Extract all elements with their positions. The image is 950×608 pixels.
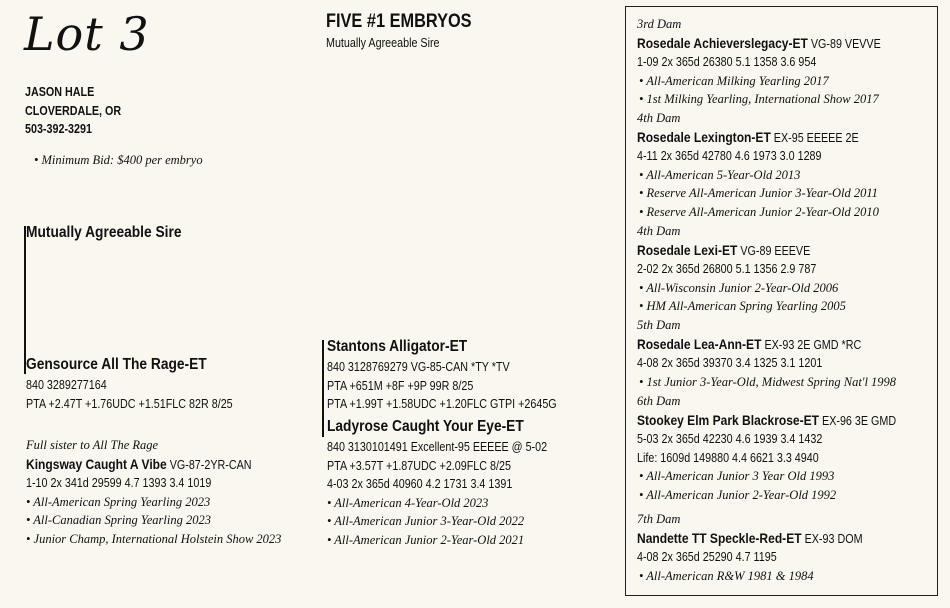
dam-award: • All-American R&W 1981 & 1984 (639, 567, 899, 586)
dam-award: • 1st Milking Yearling, International Show 2017 (639, 90, 920, 109)
dam-award: • All-Wisconsin Junior 2-Year-Old 2006 (639, 279, 846, 298)
dam-entry (637, 15, 920, 109)
dam-class: VG-89 EEEVE (740, 243, 811, 258)
ladyrose-award: • All-American Junior 2-Year-Old 2021 (327, 531, 583, 550)
sire-label: Mutually Agreeable Sire (26, 224, 182, 241)
dam-name: Rosedale Lea-Ann-ET (637, 335, 762, 352)
dam-name: Nandette TT Speckle-Red-ET (637, 529, 802, 546)
dam-label: 5th Dam (637, 318, 681, 332)
dam-label: 7th Dam (637, 512, 681, 526)
dam-entry (637, 109, 895, 221)
dam-entry (637, 392, 938, 504)
ladyrose-block (327, 418, 583, 549)
dam-class: EX-95 EEEEE 2E (773, 130, 859, 145)
dam-header (637, 335, 861, 355)
pedigree-bracket-dam (322, 340, 324, 437)
stantons-pta: PTA +651M +8F +9P 99R 8/25 (327, 378, 474, 393)
dam-entry (637, 316, 898, 391)
dam-class: VG-89 VEVVE (810, 36, 881, 51)
stantons-pta: PTA +1.99T +1.58UDC +1.20FLC GTPI +2645G (327, 397, 557, 411)
ladyrose-name: Ladyrose Caught Your Eye-ET (327, 418, 524, 435)
consignor-phone: 503-392-3291 (25, 122, 92, 136)
ladyrose-pta: PTA +3.57T +1.87UDC +2.09FLC 8/25 (327, 458, 511, 473)
consignor-block (25, 83, 121, 139)
dam-label: 6th Dam (637, 394, 681, 408)
gensource-block (26, 356, 266, 413)
dam-entry (637, 510, 899, 585)
kingsway-record: 1-10 2x 341d 29599 4.7 1393 3.4 1019 (26, 476, 212, 490)
dam-record: 5-03 2x 365d 42230 4.6 1939 3.4 1432 (637, 432, 823, 446)
dam-award: • All-American Milking Yearling 2017 (639, 72, 920, 91)
ladyrose-award: • All-American 4-Year-Old 2023 (327, 494, 583, 513)
dam-header (637, 529, 863, 549)
dam-record: 4-08 2x 365d 25290 4.7 1195 (637, 550, 777, 564)
kingsway-name: Kingsway Caught A Vibe (26, 455, 167, 472)
gensource-pta: PTA +2.47T +1.76UDC +1.51FLC 82R 8/25 (26, 396, 233, 411)
dam-award: • All-American Junior 2-Year-Old 1992 (639, 486, 938, 505)
dam-name: Rosedale Lexington-ET (637, 128, 771, 145)
ladyrose-award: • All-American Junior 3-Year-Old 2022 (327, 512, 583, 531)
kingsway-class: VG-87-2YR-CAN (169, 457, 252, 472)
kingsway-award: • All-Canadian Spring Yearling 2023 (26, 511, 288, 530)
gensource-reg: 840 3289277164 (26, 378, 107, 392)
dam-record: 4-08 2x 365d 39370 3.4 1325 3.1 1201 (637, 356, 823, 370)
dam-label: 3rd Dam (637, 17, 682, 31)
dam-award: • HM All-American Spring Yearling 2005 (639, 297, 846, 316)
dam-record: Life: 1609d 149880 4.4 6621 3.3 4940 (637, 450, 819, 465)
ladyrose-record: 4-03 2x 365d 40960 4.2 1731 3.4 1391 (327, 477, 513, 491)
dam-label: 4th Dam (637, 224, 681, 238)
dam-class: EX-96 3E GMD (822, 413, 897, 428)
dam-award: • All-American Junior 3 Year Old 1993 (639, 467, 938, 486)
dam-class: EX-93 DOM (804, 531, 863, 546)
dam-award: • All-American 5-Year-Old 2013 (639, 166, 895, 185)
kingsway-block (26, 436, 288, 548)
stantons-block (327, 338, 594, 414)
dam-name: Rosedale Lexi-ET (637, 241, 738, 258)
dam-entry (637, 222, 846, 316)
kingsway-header (26, 455, 252, 475)
offer-title: FIVE #1 EMBRYOS (326, 11, 472, 32)
dam-record: 4-11 2x 365d 42780 4.6 1973 3.0 1289 (637, 149, 822, 163)
consignor-city: CLOVERDALE, OR (25, 103, 122, 118)
dam-class: EX-93 2E GMD *RC (764, 337, 862, 352)
stantons-name: Stantons Alligator-ET (327, 338, 468, 355)
dam-header (637, 34, 881, 54)
consignor-name: JASON HALE (25, 85, 95, 99)
gensource-name: Gensource All The Rage-ET (26, 356, 207, 373)
offer-subtitle: Mutually Agreeable Sire (326, 36, 440, 50)
minimum-bid: • Minimum Bid: $400 per embryo (34, 153, 203, 168)
dam-record: 1-09 2x 365d 26380 5.1 1358 3.6 954 (637, 55, 817, 69)
dam-award: • Reserve All-American Junior 3-Year-Old 2011 (639, 184, 895, 203)
kingsway-award: • All-American Spring Yearling 2023 (26, 493, 288, 512)
dam-header (637, 128, 859, 148)
dam-header (637, 411, 896, 431)
dam-header (637, 241, 817, 261)
stantons-reg: 840 3128769279 VG-85-CAN *TY *TV (327, 360, 510, 374)
dam-label: 4th Dam (637, 111, 681, 125)
lot-title: Lot 3 (24, 7, 150, 61)
ladyrose-reg: 840 3130101491 Excellent-95 EEEEE @ 5-02 (327, 440, 548, 454)
kingsway-award: • Junior Champ, International Holstein Show 2023 (26, 530, 288, 549)
dam-name: Stookey Elm Park Blackrose-ET (637, 411, 820, 428)
dam-award: • Reserve All-American Junior 2-Year-Old 2010 (639, 203, 895, 222)
dam-award: • 1st Junior 3-Year-Old, Midwest Spring Nat'l 1998 (639, 373, 898, 392)
dam-name: Rosedale Achieverslegacy-ET (637, 34, 808, 51)
kingsway-note: Full sister to All The Rage (26, 438, 159, 452)
pedigree-bracket-sire (24, 226, 26, 374)
dam-record: 2-02 2x 365d 26800 5.1 1356 2.9 787 (637, 262, 817, 276)
